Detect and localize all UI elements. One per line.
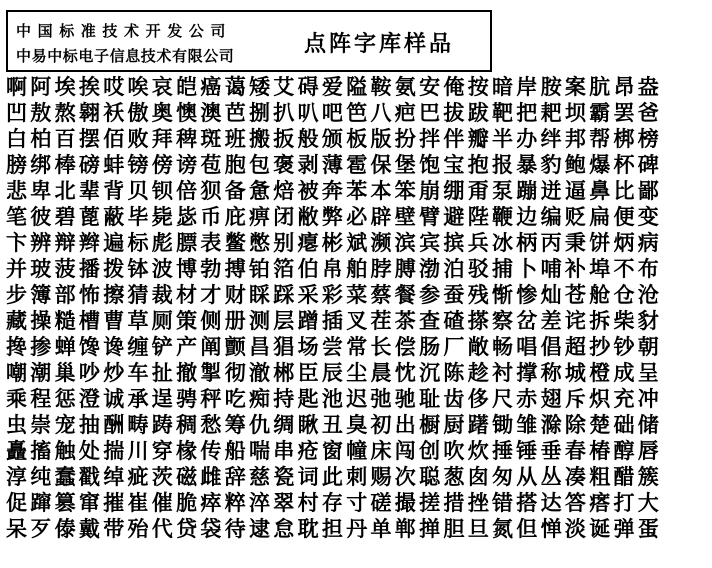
sample-row: 步簿部怖擦猜裁材才财睬踩采彩菜蔡餐参蚕残惭惨灿苍舱仓沧 [6,283,663,307]
sample-title: 点阵字库样品 [304,32,455,57]
sample-row: 凹敖熬翱袄傲奥懊澳芭捌扒叭吧笆八疤巴拔跋靶把耙坝霸罢爸 [6,101,663,125]
sample-row: 呆歹傣戴带殆代贷袋待逮怠耽担丹单郸掸胆旦氮但惮淡诞弹蛋 [6,517,663,541]
company-name-line-1: 中国标准技术开发公司 [16,22,233,40]
sample-row: 虫崇宠抽酬畴踌稠愁筹仇绸瞅丑臭初出橱厨躇锄雏滁除楚础储 [6,413,663,437]
company-name-line-2: 中易中标电子信息技术有限公司 [16,47,235,65]
sample-row: 淳纯蠢戳绰疵茨磁雌辞慈瓷词此刺赐次聪葱囱匆从丛凑粗醋簇 [6,465,663,489]
sample-row: 白柏百摆佰败拜稗斑班搬扳般颁板版扮拌伴瓣半办绊邦帮梆榜 [6,127,663,151]
character-sample-grid [6,74,710,542]
sample-row: 笔彼碧蓖蔽毕毙毖币庇痹闭敝弊必辟壁臂避陛鞭边编贬扁便变 [6,205,663,229]
sample-row: 并玻菠播拨钵波博勃搏铂箔伯帛舶脖膊渤泊驳捕卜哺补埠不布 [6,257,663,281]
sample-row: 搀掺蝉馋谗缠铲产阐颤昌猖场尝常长偿肠厂敞畅唱倡超抄钞朝 [6,335,663,359]
sample-row: 矗搐触处揣川穿椽传船喘串疮窗幢床闯创吹炊捶锤垂春椿醇唇 [6,439,663,463]
sample-row: 悲卑北辈背贝钡倍狈备惫焙被奔苯本笨崩绷甭泵蹦迸逼鼻比鄙 [6,179,663,203]
sample-row: 卞辨辩辫遍标彪膘表鳖憋别瘪彬斌濒滨宾摈兵冰柄丙秉饼炳病 [6,231,663,255]
header-box [6,10,492,72]
sample-row: 藏操糙槽曹草厕策侧册测层蹭插叉茬茶查碴搽察岔差诧拆柴豺 [6,309,663,333]
sample-row: 嘲潮巢吵炒车扯撤掣彻澈郴臣辰尘晨忱沉陈趁衬撑称城橙成呈 [6,361,663,385]
sample-row: 促蹿篡窜摧崔催脆瘁粹淬翠村存寸磋撮搓措挫错搭达答瘩打大 [6,491,663,515]
sample-row: 乘程惩澄诚承逞骋秤吃痴持匙池迟弛驰耻齿侈尺赤翅斥炽充冲 [6,387,663,411]
sample-row: 啊阿埃挨哎唉哀皑癌蔼矮艾碍爱隘鞍氨安俺按暗岸胺案肮昂盎 [6,75,663,99]
sample-row: 膀绑棒磅蚌镑傍谤苞胞包褒剥薄雹保堡饱宝抱报暴豹鲍爆杯碑 [6,153,663,177]
